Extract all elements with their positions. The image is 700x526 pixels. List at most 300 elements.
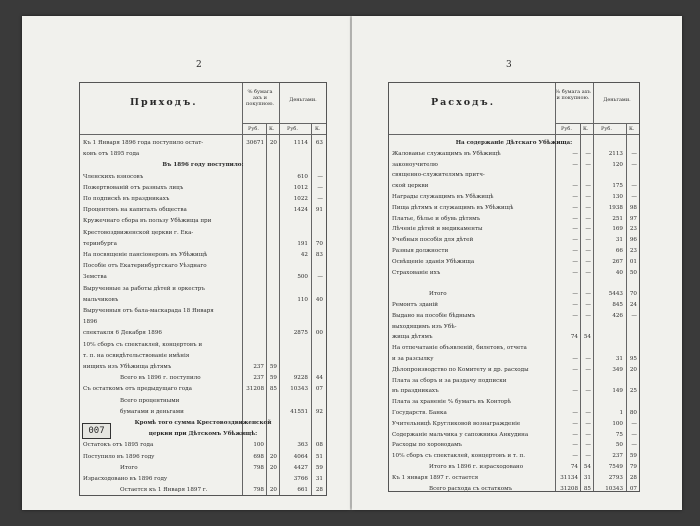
ledger-row	[80, 262, 326, 271]
paper-kopecks: —	[585, 453, 591, 460]
unit-kop: К.	[315, 126, 321, 132]
cash-kopecks: 70	[315, 240, 323, 247]
ledger-title: Приходъ.	[130, 97, 198, 108]
paper-kopecks: 85	[583, 485, 591, 492]
ledger-row	[80, 139, 326, 148]
paper-rubles: 100	[253, 442, 264, 449]
row-description: Итого	[429, 291, 447, 298]
cash-rubles: 130	[612, 194, 623, 200]
ledger-row	[389, 193, 639, 202]
cash-kopecks: 91	[315, 207, 323, 214]
row-description: Учительницѣ Кругликовой вознагражденіе	[392, 420, 521, 427]
paper-kopecks: —	[585, 183, 591, 190]
paper-rubles: —	[572, 183, 578, 190]
ledger-row	[80, 150, 326, 159]
row-description: Вырученныя отъ бала-маскарада 18 Января	[83, 308, 214, 314]
cash-rubles: 267	[612, 258, 623, 265]
cash-kopecks: 44	[315, 375, 323, 382]
ledger-row	[80, 273, 326, 282]
row-description: Плата за храненіе ⁰⁄₀ бумагъ въ Конторѣ	[392, 399, 511, 406]
row-description: т. п. на освидѣтельствованіе имѣнія	[83, 352, 190, 359]
paper-kopecks: —	[585, 410, 591, 416]
ledger-row	[80, 329, 326, 338]
cash-rubles: 426	[612, 312, 623, 319]
ledger-row	[389, 312, 639, 321]
row-description: въ праздникахъ	[392, 388, 439, 395]
row-description: Къ 1 января 1897 г. остается	[392, 474, 479, 481]
row-description: 1896	[83, 319, 98, 326]
paper-kopecks: 20	[269, 453, 277, 460]
cash-kopecks: —	[631, 150, 637, 157]
row-description: Остается къ 1 Января 1897 г.	[120, 487, 208, 494]
row-description: Въ 1896 году поступило:	[162, 162, 244, 169]
ledger-row	[389, 161, 639, 170]
cash-kopecks: —	[631, 194, 637, 200]
cash-rubles: 3766	[293, 476, 308, 482]
paper-rubles: —	[572, 312, 578, 319]
ledger-row	[389, 204, 639, 213]
cash-rubles: 1114	[293, 140, 308, 146]
paper-rubles: 30671	[246, 140, 264, 146]
row-description: Израсходовано въ 1896 году	[83, 476, 168, 482]
ledger-row	[389, 420, 639, 429]
ledger-row	[80, 184, 326, 193]
ledger-row	[389, 387, 639, 396]
row-description: Кружечнаго сбора въ пользу Убѣжища при	[83, 218, 212, 225]
unit-rub: Руб.	[287, 126, 298, 132]
row-description: Съ остаткомъ отъ предыдущаго года	[83, 386, 192, 393]
cash-rubles: 363	[297, 442, 308, 449]
ledger-row	[389, 377, 639, 386]
cash-kopecks: 24	[629, 302, 637, 308]
cash-rubles: 10343	[605, 485, 623, 492]
cash-kopecks: —	[631, 431, 637, 438]
ledger-row	[80, 374, 326, 383]
row-description: бумагами и деньгами	[120, 408, 184, 415]
row-description: Выдано на пособіе бѣднымъ	[392, 312, 476, 319]
ledger-row	[80, 397, 326, 406]
cash-rubles: 169	[612, 226, 623, 233]
cash-rubles: 845	[612, 302, 623, 308]
paper-rubles: —	[572, 302, 578, 308]
paper-kopecks: 20	[269, 464, 277, 471]
row-description: Освѣщеніе зданія Убѣжища	[392, 258, 475, 265]
cash-kopecks: —	[317, 173, 323, 180]
ledger-row	[80, 229, 326, 238]
ledger-row	[389, 290, 639, 299]
paper-rubles: —	[572, 366, 578, 373]
ledger-row	[80, 453, 326, 462]
unit-rub: Руб.	[601, 126, 612, 132]
cash-column-header: Деньгами.	[289, 97, 317, 103]
paper-rubles: —	[572, 258, 578, 265]
paper-kopecks: 31	[583, 474, 591, 481]
row-description: выходящимъ изъ Убѣ-	[392, 323, 457, 330]
cash-kopecks: 28	[629, 474, 637, 481]
right-page	[352, 16, 682, 510]
ledger-row	[80, 475, 326, 484]
row-description: церкви при Дѣтскомъ Убѣжищѣ:	[148, 431, 258, 438]
cash-kopecks: 28	[315, 487, 323, 494]
ledger-row	[389, 463, 639, 472]
row-description: На содержаніе Дѣтскаго Убѣжища:	[455, 140, 573, 146]
ledger-row	[80, 296, 326, 305]
paper-rubles: 237	[253, 375, 264, 382]
cash-rubles: 191	[297, 240, 308, 247]
row-description: Всего процентными	[120, 397, 180, 404]
cash-rubles: 2113	[608, 150, 623, 157]
row-description: На отпечатаніе объявленій, билетовъ, отчета	[392, 345, 527, 352]
paper-kopecks: —	[585, 420, 591, 427]
cash-rubles: 10343	[290, 386, 308, 393]
cash-rubles: 75	[615, 431, 623, 438]
row-description: ской церкви	[392, 183, 429, 190]
ledger-row	[389, 485, 639, 494]
paper-kopecks: —	[585, 291, 591, 298]
row-description: 10⁰⁄₀ сборъ съ спектаклей, концертовъ и	[83, 341, 203, 348]
ledger-row	[389, 139, 639, 148]
paper-kopecks: 59	[269, 375, 277, 382]
ledger-row	[389, 150, 639, 159]
header-divider	[80, 134, 326, 135]
cash-kopecks: 00	[315, 330, 323, 337]
row-description: Страхованіе ихъ	[392, 269, 441, 276]
cash-kopecks: 95	[629, 356, 637, 362]
cash-kopecks: —	[317, 196, 323, 202]
cash-kopecks: 79	[629, 464, 637, 470]
cash-rubles: 2875	[293, 330, 308, 337]
ledger-row	[80, 318, 326, 327]
row-description: Государств. Банка	[392, 410, 447, 416]
row-description: теринбурга	[83, 240, 117, 247]
page-number: 2	[196, 60, 202, 70]
row-description: Жалованье служащимъ въ Убѣжищѣ	[392, 150, 501, 157]
paper-rubles: —	[572, 248, 578, 254]
cash-rubles: 1012	[293, 184, 308, 191]
paper-rubles: 31208	[560, 485, 578, 492]
cash-kopecks: —	[317, 274, 323, 281]
paper-rubles: —	[572, 420, 578, 427]
paper-rubles: 74	[570, 334, 578, 341]
paper-kopecks: 54	[583, 464, 591, 470]
cash-kopecks: 01	[629, 258, 637, 265]
paper-rubles: —	[572, 269, 578, 276]
paper-kopecks: —	[585, 215, 591, 222]
ledger-row	[80, 240, 326, 249]
cash-kopecks: 83	[315, 252, 323, 258]
cash-rubles: 251	[612, 215, 623, 222]
paper-kopecks: —	[585, 258, 591, 265]
ledger-row	[389, 409, 639, 418]
paper-kopecks: —	[585, 312, 591, 319]
cash-kopecks: —	[631, 312, 637, 319]
paper-kopecks: —	[585, 356, 591, 362]
row-description: Дѣлопроизводство по Комитету и др. расходы	[392, 366, 529, 373]
header-divider	[242, 123, 326, 124]
ledger-row	[389, 366, 639, 375]
paper-rubles: —	[572, 431, 578, 438]
paper-kopecks: —	[585, 388, 591, 395]
ledger-row	[389, 323, 639, 332]
paper-rubles: —	[572, 388, 578, 395]
cash-rubles: 7549	[608, 464, 623, 470]
cash-rubles: 4064	[293, 453, 308, 460]
ledger-row	[389, 431, 639, 440]
cash-rubles: 1424	[293, 207, 308, 214]
paper-kopecks: 20	[269, 487, 277, 494]
cash-rubles: 9228	[293, 375, 308, 382]
cash-kopecks: 25	[629, 388, 637, 395]
cash-kopecks: 59	[315, 464, 323, 471]
row-description: и за разсылку	[392, 356, 434, 362]
paper-rubles: 798	[253, 487, 264, 494]
cash-rubles: 31	[615, 237, 623, 244]
cash-rubles: 50	[615, 442, 623, 449]
cash-rubles: 500	[297, 274, 308, 281]
paper-kopecks: —	[585, 161, 591, 168]
ledger-row	[80, 307, 326, 316]
ledger-row	[80, 195, 326, 204]
row-description: По подпискѣ въ праздникахъ	[83, 196, 170, 202]
cash-kopecks: 31	[315, 476, 323, 482]
paper-kopecks: 59	[269, 364, 277, 370]
ledger-row	[389, 301, 639, 310]
expense-ledger	[388, 82, 640, 492]
paper-kopecks: 54	[583, 334, 591, 341]
cash-kopecks: —	[631, 420, 637, 427]
cash-kopecks: 97	[629, 215, 637, 222]
row-description: Пособіе отъ Екатеринбургскаго Уѣзднаго	[83, 263, 207, 270]
ledger-row	[80, 161, 326, 170]
header-divider	[389, 134, 639, 135]
row-description: Плата за сборъ и за раздачу подписки	[392, 377, 507, 384]
ledger-row	[389, 236, 639, 245]
row-description: Къ 1 Января 1896 года поступило остат-	[83, 140, 204, 146]
paper-rubles: —	[572, 410, 578, 416]
row-description: Остатокъ отъ 1895 года	[83, 442, 154, 449]
paper-rubles: —	[572, 150, 578, 157]
ledger-row	[389, 441, 639, 450]
cash-kopecks: 80	[629, 410, 637, 416]
cash-column-header: Деньгами.	[603, 97, 631, 103]
paper-kopecks: —	[585, 194, 591, 200]
ledger-row	[389, 452, 639, 461]
paper-rubles: —	[572, 194, 578, 200]
row-description: законоучителю	[392, 161, 438, 168]
paper-kopecks: —	[585, 302, 591, 308]
cash-kopecks: 07	[315, 386, 323, 393]
row-description: Расходы по хороводамъ	[392, 442, 462, 449]
ledger-title: Расходъ.	[431, 97, 496, 108]
ledger-row	[80, 173, 326, 182]
row-description: Итого	[120, 464, 138, 471]
paper-rubles: —	[572, 453, 578, 460]
cash-kopecks: 59	[629, 453, 637, 460]
cash-rubles: 149	[612, 388, 623, 395]
paper-rubles: 698	[253, 453, 264, 460]
ledger-row	[389, 398, 639, 407]
header-divider	[555, 123, 639, 124]
cash-kopecks: 23	[629, 226, 637, 233]
paper-kopecks: —	[585, 237, 591, 244]
unit-kop: К.	[269, 126, 275, 132]
row-description: Всего въ 1896 г. поступило	[120, 375, 201, 382]
cash-rubles: 175	[612, 183, 623, 190]
cash-kopecks: —	[631, 161, 637, 168]
cash-kopecks: 51	[315, 453, 323, 460]
cash-rubles: 110	[297, 296, 308, 303]
unit-rub: Руб.	[248, 126, 259, 132]
paper-rubles: —	[572, 356, 578, 362]
row-description: мальчиковъ	[83, 296, 119, 303]
ledger-row	[80, 385, 326, 394]
cash-kopecks: 50	[629, 269, 637, 276]
cash-rubles: 2793	[608, 474, 623, 481]
paper-rubles: —	[572, 215, 578, 222]
ledger-row	[389, 182, 639, 191]
row-description: Процентовъ на капиталъ общества	[83, 207, 187, 214]
row-description: Учебныя пособія для дѣтей	[392, 237, 474, 244]
row-description: Поступило въ 1896 году	[83, 453, 155, 460]
ledger-row	[80, 419, 326, 428]
row-description: священно-служителямъ притч-	[392, 172, 485, 179]
paper-kopecks: —	[585, 431, 591, 438]
paper-rubles: 31134	[560, 474, 578, 481]
paper-kopecks: —	[585, 269, 591, 276]
row-description: Пища дѣтямъ и служащимъ въ Убѣжищѣ	[392, 204, 514, 211]
ledger-row	[80, 363, 326, 372]
cash-rubles: 66	[615, 248, 623, 254]
cash-kopecks: —	[317, 184, 323, 191]
cash-rubles: 4427	[293, 464, 308, 471]
paper-kopecks: 20	[269, 140, 277, 146]
paper-kopecks: 85	[269, 386, 277, 393]
cash-kopecks: 96	[629, 237, 637, 244]
unit-kop: К.	[629, 126, 635, 132]
row-description: Итого въ 1896 г. израсходовано	[429, 464, 524, 470]
ledger-row	[80, 441, 326, 450]
ledger-row	[389, 215, 639, 224]
ledger-row	[80, 217, 326, 226]
row-description: Содержаніе мальчика у сапожника Анкудина	[392, 431, 529, 438]
row-description: На посвященіе пансіонеровъ въ Убѣжищѣ	[83, 252, 208, 258]
ledger-row	[389, 333, 639, 342]
row-description: Кромѣ того сумма Крестовоздвиженской	[134, 420, 272, 426]
left-page	[22, 16, 350, 510]
row-description: Платье, бѣлье и обувь дѣтямъ	[392, 215, 481, 222]
paper-rubles: —	[572, 291, 578, 298]
paper-rubles: —	[572, 161, 578, 168]
cash-rubles: 41551	[290, 408, 308, 415]
ledger-row	[80, 352, 326, 361]
paper-rubles: 237	[253, 364, 264, 370]
ledger-row	[80, 464, 326, 473]
paper-rubles: —	[572, 442, 578, 449]
ledger-row	[389, 355, 639, 364]
cash-rubles: 1	[619, 410, 623, 416]
cash-rubles: 349	[612, 366, 623, 373]
row-description: 10⁰⁄₀ сборъ съ спектаклей, концертовъ и т. п.	[392, 453, 526, 460]
cash-kopecks: 92	[315, 408, 323, 415]
cash-kopecks: —	[631, 183, 637, 190]
row-description: ковъ отъ 1895 года	[83, 151, 140, 158]
cash-kopecks: 07	[629, 485, 637, 492]
paper-rubles: 74	[570, 464, 578, 470]
cash-kopecks: 20	[629, 366, 637, 373]
ledger-row	[80, 251, 326, 260]
cash-kopecks: —	[631, 442, 637, 449]
ledger-row	[80, 430, 326, 439]
row-description: Земства	[83, 274, 107, 281]
paper-rubles: 31208	[246, 386, 264, 393]
paper-kopecks: —	[585, 204, 591, 211]
cash-rubles: 40	[615, 269, 623, 276]
cash-rubles: 5443	[608, 291, 623, 298]
cash-kopecks: 63	[315, 140, 323, 146]
paper-kopecks: —	[585, 248, 591, 254]
page-number: 3	[506, 60, 512, 70]
cash-rubles: 100	[612, 420, 623, 427]
income-ledger	[79, 82, 327, 496]
row-description: Разныя должности	[392, 248, 449, 254]
paper-column-header: ⁰⁄₀ бумага ахъ и покупною.	[245, 89, 275, 107]
cash-rubles: 237	[612, 453, 623, 460]
row-description: Ремонтъ зданій	[392, 302, 439, 308]
cash-rubles: 661	[297, 487, 308, 494]
cash-kopecks: 08	[315, 442, 323, 449]
ledger-row	[80, 206, 326, 215]
row-description: Пожертвованій отъ разныхъ лицъ	[83, 184, 184, 191]
cash-kopecks: 23	[629, 248, 637, 254]
cash-rubles: 1022	[293, 196, 308, 202]
paper-kopecks: —	[585, 226, 591, 233]
ledger-row	[389, 279, 639, 288]
cash-rubles: 120	[612, 161, 623, 168]
paper-rubles: —	[572, 226, 578, 233]
paper-rubles: —	[572, 204, 578, 211]
archive-stamp: 007	[82, 423, 111, 439]
ledger-row	[80, 341, 326, 350]
cash-rubles: 1938	[608, 204, 623, 211]
cash-rubles: 610	[297, 173, 308, 180]
cash-kopecks: 40	[315, 296, 323, 303]
row-description: Крестовоздвиженской церкви г. Ека-	[83, 229, 194, 236]
ledger-row	[389, 247, 639, 256]
row-description: Вырученные за работы дѣтей и оркестръ	[83, 285, 205, 292]
cash-rubles: 42	[300, 252, 308, 258]
row-description: Всего расхода съ остаткомъ	[429, 485, 513, 492]
ledger-row	[389, 258, 639, 267]
ledger-row	[389, 225, 639, 234]
cash-kopecks: 98	[629, 204, 637, 211]
ledger-row	[80, 408, 326, 417]
row-description: Лѣченіе дѣтей и медикаменты	[392, 226, 483, 233]
cash-rubles: 31	[615, 356, 623, 362]
row-description: Награды служащимъ въ Убѣжищѣ	[392, 194, 494, 200]
paper-column-header: ⁰⁄₀ бумага ахъ и покупною.	[555, 89, 591, 101]
ledger-row	[389, 269, 639, 278]
row-description: жища дѣтямъ	[392, 334, 433, 341]
row-description: спектакля 6 Декабря 1896	[83, 330, 162, 337]
paper-rubles: 798	[253, 464, 264, 471]
row-description: Членскихъ взносовъ	[83, 173, 144, 180]
ledger-row	[389, 344, 639, 353]
paper-kopecks: —	[585, 366, 591, 373]
ledger-row	[80, 486, 326, 495]
ledger-row	[389, 474, 639, 483]
cash-kopecks: 70	[629, 291, 637, 298]
unit-rub: Руб.	[561, 126, 572, 132]
